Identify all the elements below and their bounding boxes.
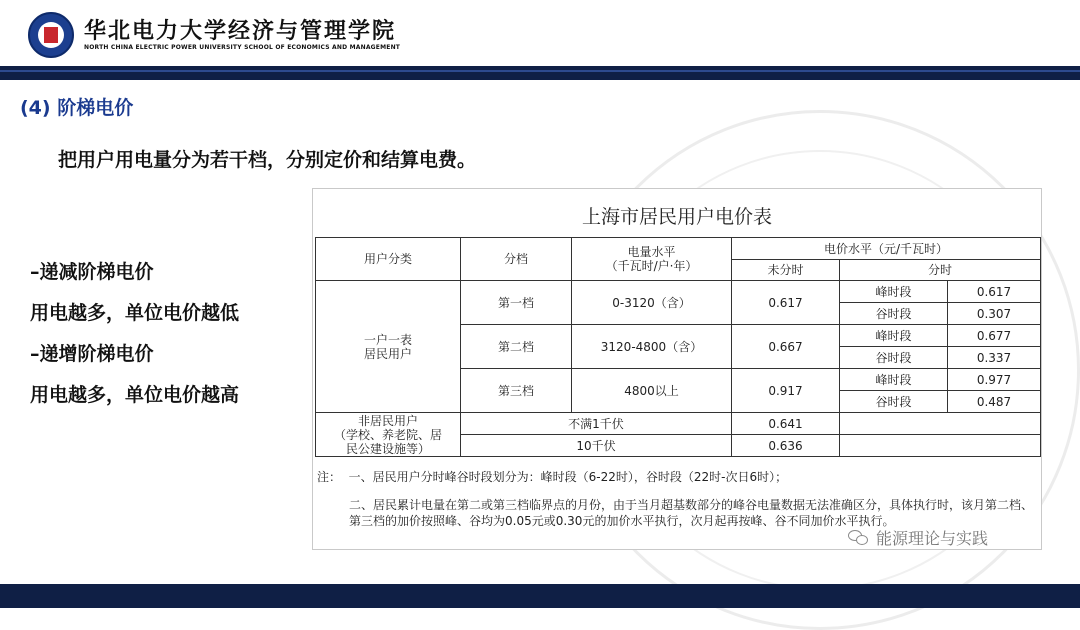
usage-level-label: 电量水平 [627, 245, 676, 259]
valley-price: 0.307 [948, 303, 1041, 325]
header-tier: 分档 [461, 238, 572, 281]
price-table-panel [312, 188, 1042, 550]
resident-user-label [316, 281, 461, 413]
school-name-en: SCHOOL OF ECONOMICS AND MANAGEMENT [244, 44, 401, 51]
valley-label: 谷时段 [840, 347, 948, 369]
non-resident-price: 0.641 [732, 413, 840, 435]
wechat-icon [848, 530, 870, 546]
university-name-cn: 华北电力大学 [84, 18, 229, 44]
university-name-en: NORTH CHINA ELECTRIC POWER UNIVERSITY [84, 44, 242, 51]
bullet-list [30, 252, 239, 416]
resident-label-line1: 一户一表 [363, 332, 412, 347]
header-usage-level [572, 238, 732, 281]
valley-label: 谷时段 [840, 303, 948, 325]
tier-range: 4800以上 [572, 369, 732, 413]
valley-price: 0.487 [948, 391, 1041, 413]
table-notes [315, 461, 1040, 529]
valley-label: 谷时段 [840, 391, 948, 413]
brand-chinese [84, 14, 396, 45]
empty-cell [840, 413, 1041, 435]
non-resident-label-line3: 民公建设施等） [345, 441, 430, 456]
bullet-item: –递减阶梯电价 [30, 261, 154, 283]
non-resident-label-line2: （学校、养老院、居 [333, 427, 442, 442]
badge-text: 能源理论与实践 [876, 529, 989, 548]
bullet-item: 用电越多，单位电价越低 [30, 302, 240, 324]
table-row [316, 281, 1041, 303]
usage-unit-label: （千瓦时/户·年） [605, 259, 698, 273]
non-resident-user-label [316, 413, 461, 457]
tier-flat-price: 0.667 [732, 325, 840, 369]
tier-flat-price: 0.917 [732, 369, 840, 413]
brand-english [84, 44, 400, 51]
price-table [315, 237, 1041, 457]
tier-name: 第一档 [461, 281, 572, 325]
peak-price: 0.617 [948, 281, 1041, 303]
non-resident-price: 0.636 [732, 435, 840, 457]
section-title: (4) 阶梯电价 [20, 97, 134, 119]
peak-price: 0.977 [948, 369, 1041, 391]
note-2 [315, 491, 1040, 529]
note-1-text: 一、居民用户分时峰谷时段划分为：峰时段（6-22时），谷时段（22时-次日6时）； [348, 469, 788, 484]
peak-label: 峰时段 [840, 325, 948, 347]
header-user-type: 用户分类 [316, 238, 461, 281]
wechat-badge [848, 526, 988, 549]
intro-text: 把用户用电量分为若干档，分别定价和结算电费。 [58, 149, 477, 171]
university-logo [28, 12, 74, 58]
bullet-item: 用电越多，单位电价越高 [30, 384, 240, 406]
note-prefix: 注： [317, 469, 342, 484]
resident-label-line2: 居民用户 [363, 346, 412, 361]
slide-header [0, 0, 1080, 66]
note-1 [315, 461, 1040, 491]
table-row [316, 413, 1041, 435]
tier-name: 第二档 [461, 325, 572, 369]
voltage-level: 10千伏 [461, 435, 732, 457]
header-band [0, 66, 1080, 80]
footer-band [0, 584, 1080, 608]
school-name-cn: 经济与管理学院 [228, 18, 397, 44]
tier-range: 3120-4800（含） [572, 325, 732, 369]
bullet-item: –递增阶梯电价 [30, 343, 154, 365]
note-2-text: 二、居民累计电量在第二或第三档临界点的月份，由于当月超基数部分的峰谷电量数据无法准确区分，具体执行时，该月第二档、第三档的加价按照峰、谷均为0.05元或0.30元的加价水平执行，次月起再按峰、谷不同加价水平执行。 [349, 498, 1034, 528]
header-price-level: 电价水平（元/千瓦时） [732, 238, 1041, 260]
peak-label: 峰时段 [840, 281, 948, 303]
peak-price: 0.677 [948, 325, 1041, 347]
valley-price: 0.337 [948, 347, 1041, 369]
header-non-tou: 未分时 [732, 260, 840, 281]
table-header-row [316, 238, 1041, 260]
header-tou: 分时 [840, 260, 1041, 281]
table-title: 上海市居民用户电价表 [581, 206, 772, 228]
voltage-level: 不满1千伏 [461, 413, 732, 435]
peak-label: 峰时段 [840, 369, 948, 391]
tier-flat-price: 0.617 [732, 281, 840, 325]
tier-range: 0-3120（含） [572, 281, 732, 325]
non-resident-label-line1: 非居民用户 [357, 413, 418, 428]
tier-name: 第三档 [461, 369, 572, 413]
empty-cell [840, 435, 1041, 457]
